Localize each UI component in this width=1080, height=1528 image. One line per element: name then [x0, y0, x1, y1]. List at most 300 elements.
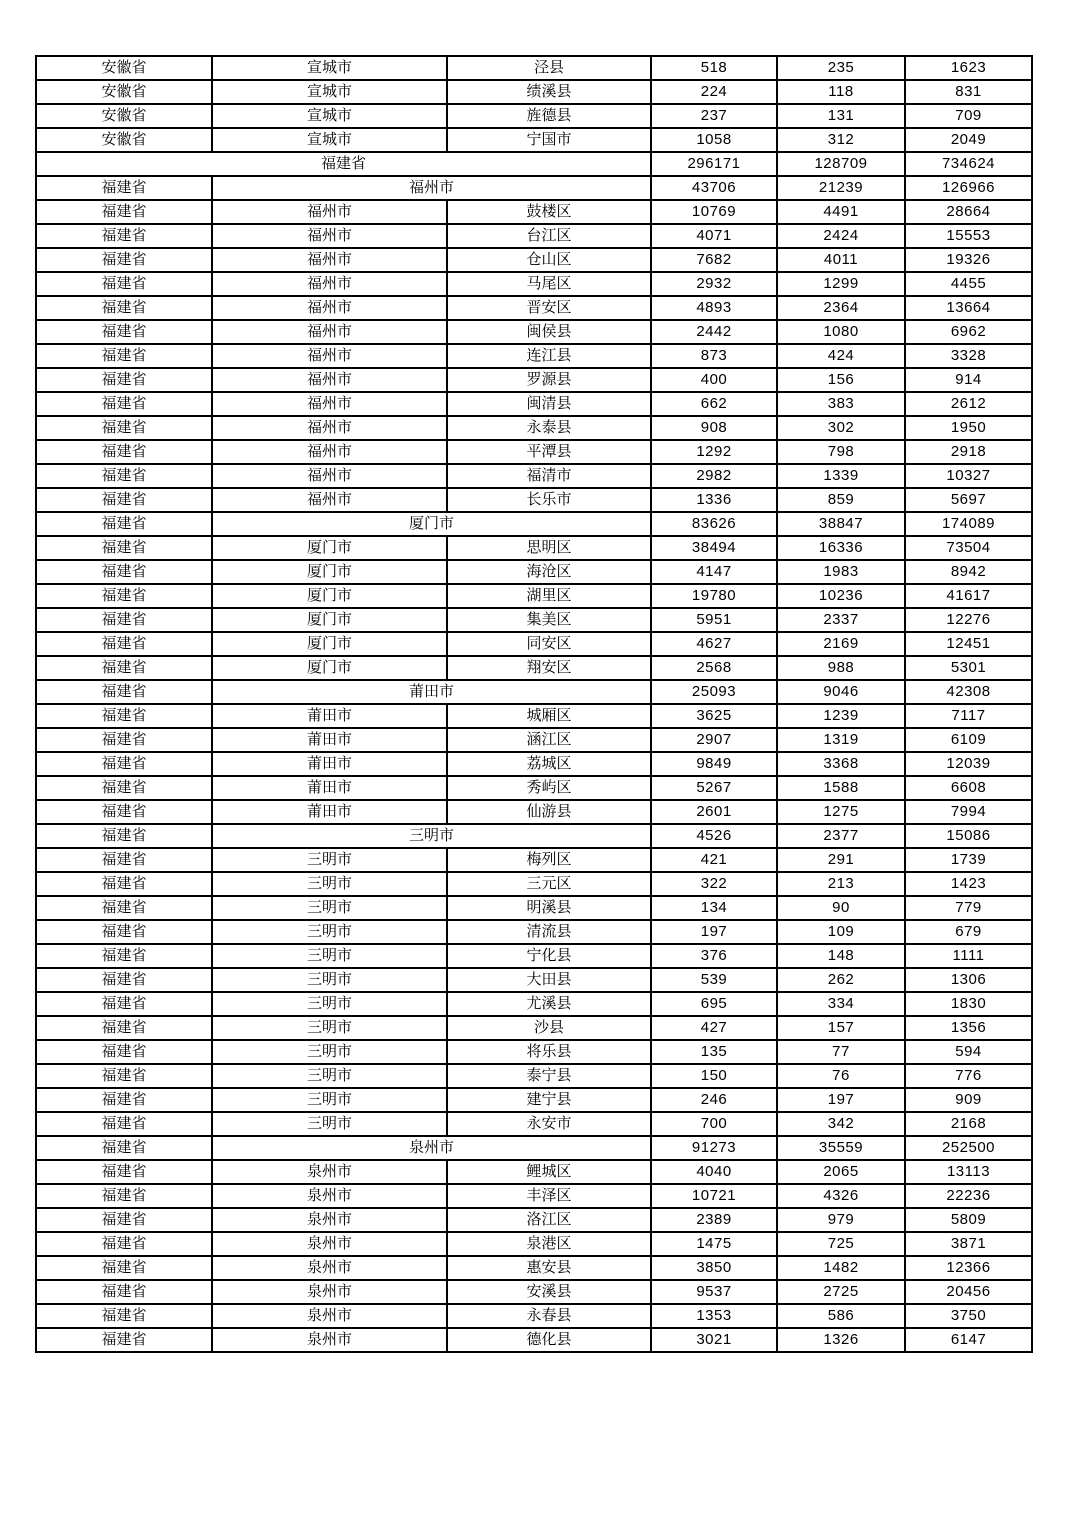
- district-cell: 思明区: [447, 536, 651, 560]
- city-cell: 泉州市: [212, 1232, 447, 1256]
- province-cell: 福建省: [36, 1184, 212, 1208]
- value-cell-3: 1356: [905, 1016, 1032, 1040]
- district-cell: 德化县: [447, 1328, 651, 1352]
- city-cell: 莆田市: [212, 752, 447, 776]
- value-cell-3: 15553: [905, 224, 1032, 248]
- province-cell: 安徽省: [36, 56, 212, 80]
- district-cell: 台江区: [447, 224, 651, 248]
- value-cell-3: 5301: [905, 656, 1032, 680]
- value-cell-2: 35559: [777, 1136, 905, 1160]
- city-cell: 三明市: [212, 896, 447, 920]
- value-cell-3: 734624: [905, 152, 1032, 176]
- city-cell: 三明市: [212, 944, 447, 968]
- province-cell: 福建省: [36, 1112, 212, 1136]
- city-cell: 福州市: [212, 488, 447, 512]
- province-cell: 福建省: [36, 488, 212, 512]
- value-cell-1: 662: [651, 392, 777, 416]
- city-subtotal-label: 三明市: [212, 824, 651, 848]
- district-cell: 福清市: [447, 464, 651, 488]
- value-cell-2: 859: [777, 488, 905, 512]
- city-cell: 宣城市: [212, 104, 447, 128]
- value-cell-1: 224: [651, 80, 777, 104]
- district-cell: 永春县: [447, 1304, 651, 1328]
- table-row: [36, 296, 1032, 320]
- city-subtotal-label: 厦门市: [212, 512, 651, 536]
- value-cell-1: 135: [651, 1040, 777, 1064]
- value-cell-3: 42308: [905, 680, 1032, 704]
- city-cell: 福州市: [212, 464, 447, 488]
- city-cell: 福州市: [212, 344, 447, 368]
- value-cell-2: 16336: [777, 536, 905, 560]
- city-cell: 三明市: [212, 1112, 447, 1136]
- table-row: [36, 944, 1032, 968]
- city-cell: 莆田市: [212, 776, 447, 800]
- table-row: [36, 440, 1032, 464]
- value-cell-3: 2049: [905, 128, 1032, 152]
- value-cell-2: 1080: [777, 320, 905, 344]
- province-cell: 福建省: [36, 1136, 212, 1160]
- province-cell: 福建省: [36, 392, 212, 416]
- table-row: [36, 416, 1032, 440]
- value-cell-2: 131: [777, 104, 905, 128]
- table-row: [36, 56, 1032, 80]
- value-cell-1: 246: [651, 1088, 777, 1112]
- value-cell-1: 150: [651, 1064, 777, 1088]
- value-cell-2: 1339: [777, 464, 905, 488]
- district-cell: 惠安县: [447, 1256, 651, 1280]
- city-cell: 宣城市: [212, 56, 447, 80]
- district-cell: 永泰县: [447, 416, 651, 440]
- data-table: [35, 55, 1033, 1353]
- table-row: [36, 1328, 1032, 1352]
- table-row: [36, 1160, 1032, 1184]
- value-cell-2: 1588: [777, 776, 905, 800]
- province-cell: 福建省: [36, 944, 212, 968]
- province-cell: 福建省: [36, 1304, 212, 1328]
- value-cell-2: 979: [777, 1208, 905, 1232]
- district-cell: 长乐市: [447, 488, 651, 512]
- province-cell: 福建省: [36, 512, 212, 536]
- value-cell-3: 12451: [905, 632, 1032, 656]
- table-row: [36, 992, 1032, 1016]
- table-row: [36, 1136, 1032, 1160]
- province-cell: 福建省: [36, 320, 212, 344]
- value-cell-2: 586: [777, 1304, 905, 1328]
- value-cell-2: 2337: [777, 608, 905, 632]
- value-cell-2: 2364: [777, 296, 905, 320]
- district-cell: 晋安区: [447, 296, 651, 320]
- value-cell-1: 2601: [651, 800, 777, 824]
- value-cell-3: 909: [905, 1088, 1032, 1112]
- province-cell: 福建省: [36, 776, 212, 800]
- value-cell-1: 9849: [651, 752, 777, 776]
- value-cell-1: 1292: [651, 440, 777, 464]
- value-cell-1: 7682: [651, 248, 777, 272]
- table-row: [36, 248, 1032, 272]
- table-row: [36, 392, 1032, 416]
- city-cell: 泉州市: [212, 1256, 447, 1280]
- province-cell: 福建省: [36, 896, 212, 920]
- province-cell: 福建省: [36, 200, 212, 224]
- city-cell: 泉州市: [212, 1208, 447, 1232]
- district-cell: 仙游县: [447, 800, 651, 824]
- value-cell-1: 1353: [651, 1304, 777, 1328]
- province-cell: 福建省: [36, 824, 212, 848]
- value-cell-1: 43706: [651, 176, 777, 200]
- table-row: [36, 1016, 1032, 1040]
- city-cell: 泉州市: [212, 1328, 447, 1352]
- value-cell-2: 156: [777, 368, 905, 392]
- province-cell: 福建省: [36, 872, 212, 896]
- city-cell: 宣城市: [212, 128, 447, 152]
- district-cell: 尤溪县: [447, 992, 651, 1016]
- value-cell-1: 322: [651, 872, 777, 896]
- table-row: [36, 896, 1032, 920]
- city-cell: 福州市: [212, 272, 447, 296]
- city-cell: 三明市: [212, 1064, 447, 1088]
- value-cell-2: 1983: [777, 560, 905, 584]
- table-row: [36, 1088, 1032, 1112]
- city-cell: 三明市: [212, 968, 447, 992]
- province-cell: 福建省: [36, 1328, 212, 1352]
- city-cell: 泉州市: [212, 1280, 447, 1304]
- province-cell: 福建省: [36, 344, 212, 368]
- value-cell-1: 3850: [651, 1256, 777, 1280]
- city-cell: 泉州市: [212, 1184, 447, 1208]
- province-cell: 福建省: [36, 1208, 212, 1232]
- province-cell: 福建省: [36, 656, 212, 680]
- district-cell: 平潭县: [447, 440, 651, 464]
- table-row: [36, 752, 1032, 776]
- value-cell-3: 779: [905, 896, 1032, 920]
- city-cell: 福州市: [212, 320, 447, 344]
- table-row: [36, 464, 1032, 488]
- province-cell: 福建省: [36, 1256, 212, 1280]
- district-cell: 鼓楼区: [447, 200, 651, 224]
- city-cell: 福州市: [212, 416, 447, 440]
- value-cell-2: 1239: [777, 704, 905, 728]
- value-cell-3: 3750: [905, 1304, 1032, 1328]
- city-cell: 福州市: [212, 368, 447, 392]
- value-cell-2: 988: [777, 656, 905, 680]
- value-cell-1: 134: [651, 896, 777, 920]
- district-cell: 明溪县: [447, 896, 651, 920]
- value-cell-3: 10327: [905, 464, 1032, 488]
- value-cell-1: 197: [651, 920, 777, 944]
- district-cell: 丰泽区: [447, 1184, 651, 1208]
- province-cell: 福建省: [36, 680, 212, 704]
- city-subtotal-label: 泉州市: [212, 1136, 651, 1160]
- district-cell: 秀屿区: [447, 776, 651, 800]
- table-row: [36, 1040, 1032, 1064]
- value-cell-2: 1299: [777, 272, 905, 296]
- table-row: [36, 560, 1032, 584]
- district-cell: 翔安区: [447, 656, 651, 680]
- value-cell-2: 157: [777, 1016, 905, 1040]
- city-cell: 厦门市: [212, 608, 447, 632]
- value-cell-2: 1319: [777, 728, 905, 752]
- value-cell-2: 302: [777, 416, 905, 440]
- value-cell-1: 2907: [651, 728, 777, 752]
- table-row: [36, 704, 1032, 728]
- district-cell: 涵江区: [447, 728, 651, 752]
- city-cell: 厦门市: [212, 584, 447, 608]
- province-cell: 福建省: [36, 1280, 212, 1304]
- city-cell: 三明市: [212, 848, 447, 872]
- value-cell-1: 10721: [651, 1184, 777, 1208]
- city-cell: 厦门市: [212, 656, 447, 680]
- province-cell: 福建省: [36, 920, 212, 944]
- value-cell-3: 6962: [905, 320, 1032, 344]
- value-cell-3: 13664: [905, 296, 1032, 320]
- value-cell-2: 213: [777, 872, 905, 896]
- value-cell-1: 25093: [651, 680, 777, 704]
- value-cell-2: 1482: [777, 1256, 905, 1280]
- value-cell-3: 1306: [905, 968, 1032, 992]
- district-cell: 闽侯县: [447, 320, 651, 344]
- district-cell: 同安区: [447, 632, 651, 656]
- district-cell: 将乐县: [447, 1040, 651, 1064]
- city-cell: 莆田市: [212, 704, 447, 728]
- value-cell-1: 83626: [651, 512, 777, 536]
- district-cell: 仓山区: [447, 248, 651, 272]
- table-row: [36, 920, 1032, 944]
- province-cell: 福建省: [36, 752, 212, 776]
- value-cell-1: 3625: [651, 704, 777, 728]
- value-cell-3: 1739: [905, 848, 1032, 872]
- city-cell: 宣城市: [212, 80, 447, 104]
- district-cell: 泉港区: [447, 1232, 651, 1256]
- value-cell-3: 5809: [905, 1208, 1032, 1232]
- value-cell-3: 6109: [905, 728, 1032, 752]
- province-cell: 福建省: [36, 584, 212, 608]
- city-cell: 泉州市: [212, 1304, 447, 1328]
- value-cell-3: 914: [905, 368, 1032, 392]
- district-cell: 建宁县: [447, 1088, 651, 1112]
- table-row: [36, 224, 1032, 248]
- city-cell: 三明市: [212, 1016, 447, 1040]
- value-cell-1: 427: [651, 1016, 777, 1040]
- value-cell-2: 1275: [777, 800, 905, 824]
- value-cell-3: 7994: [905, 800, 1032, 824]
- table-row: [36, 872, 1032, 896]
- district-cell: 连江县: [447, 344, 651, 368]
- table-row: [36, 1304, 1032, 1328]
- value-cell-1: 19780: [651, 584, 777, 608]
- value-cell-3: 1830: [905, 992, 1032, 1016]
- value-cell-2: 291: [777, 848, 905, 872]
- value-cell-1: 4627: [651, 632, 777, 656]
- province-cell: 福建省: [36, 848, 212, 872]
- province-cell: 福建省: [36, 1160, 212, 1184]
- value-cell-1: 2932: [651, 272, 777, 296]
- value-cell-2: 128709: [777, 152, 905, 176]
- city-cell: 厦门市: [212, 560, 447, 584]
- value-cell-2: 21239: [777, 176, 905, 200]
- value-cell-2: 342: [777, 1112, 905, 1136]
- value-cell-2: 2377: [777, 824, 905, 848]
- value-cell-3: 831: [905, 80, 1032, 104]
- province-cell: 福建省: [36, 704, 212, 728]
- table-row: [36, 824, 1032, 848]
- table-row: [36, 200, 1032, 224]
- value-cell-1: 400: [651, 368, 777, 392]
- district-cell: 清流县: [447, 920, 651, 944]
- district-cell: 荔城区: [447, 752, 651, 776]
- province-cell: 福建省: [36, 296, 212, 320]
- value-cell-2: 235: [777, 56, 905, 80]
- value-cell-3: 28664: [905, 200, 1032, 224]
- value-cell-2: 725: [777, 1232, 905, 1256]
- province-cell: 福建省: [36, 536, 212, 560]
- district-cell: 城厢区: [447, 704, 651, 728]
- value-cell-3: 19326: [905, 248, 1032, 272]
- province-cell: 福建省: [36, 368, 212, 392]
- district-cell: 鲤城区: [447, 1160, 651, 1184]
- district-cell: 泰宁县: [447, 1064, 651, 1088]
- table-row: [36, 1280, 1032, 1304]
- value-cell-1: 38494: [651, 536, 777, 560]
- table-row: [36, 80, 1032, 104]
- table-row: [36, 656, 1032, 680]
- value-cell-3: 1423: [905, 872, 1032, 896]
- table-row: [36, 536, 1032, 560]
- value-cell-3: 20456: [905, 1280, 1032, 1304]
- value-cell-3: 776: [905, 1064, 1032, 1088]
- province-cell: 福建省: [36, 1064, 212, 1088]
- value-cell-2: 424: [777, 344, 905, 368]
- value-cell-2: 10236: [777, 584, 905, 608]
- value-cell-1: 421: [651, 848, 777, 872]
- value-cell-1: 908: [651, 416, 777, 440]
- district-cell: 洛江区: [447, 1208, 651, 1232]
- province-cell: 福建省: [36, 968, 212, 992]
- value-cell-1: 695: [651, 992, 777, 1016]
- province-cell: 安徽省: [36, 80, 212, 104]
- district-cell: 沙县: [447, 1016, 651, 1040]
- value-cell-1: 376: [651, 944, 777, 968]
- province-cell: 福建省: [36, 1232, 212, 1256]
- value-cell-2: 38847: [777, 512, 905, 536]
- value-cell-3: 252500: [905, 1136, 1032, 1160]
- city-cell: 莆田市: [212, 800, 447, 824]
- table-row: [36, 104, 1032, 128]
- table-row: [36, 368, 1032, 392]
- value-cell-1: 9537: [651, 1280, 777, 1304]
- district-cell: 马尾区: [447, 272, 651, 296]
- province-cell: 福建省: [36, 1040, 212, 1064]
- district-cell: 泾县: [447, 56, 651, 80]
- city-cell: 三明市: [212, 920, 447, 944]
- value-cell-3: 12039: [905, 752, 1032, 776]
- city-cell: 厦门市: [212, 632, 447, 656]
- value-cell-1: 10769: [651, 200, 777, 224]
- table-row: [36, 320, 1032, 344]
- value-cell-3: 1111: [905, 944, 1032, 968]
- district-cell: 安溪县: [447, 1280, 651, 1304]
- value-cell-1: 5267: [651, 776, 777, 800]
- value-cell-3: 679: [905, 920, 1032, 944]
- value-cell-2: 118: [777, 80, 905, 104]
- value-cell-1: 1058: [651, 128, 777, 152]
- district-cell: 旌德县: [447, 104, 651, 128]
- value-cell-2: 798: [777, 440, 905, 464]
- value-cell-2: 1326: [777, 1328, 905, 1352]
- district-cell: 闽清县: [447, 392, 651, 416]
- value-cell-3: 15086: [905, 824, 1032, 848]
- province-cell: 福建省: [36, 608, 212, 632]
- province-cell: 福建省: [36, 176, 212, 200]
- value-cell-2: 312: [777, 128, 905, 152]
- district-cell: 罗源县: [447, 368, 651, 392]
- city-cell: 三明市: [212, 1040, 447, 1064]
- value-cell-2: 2424: [777, 224, 905, 248]
- value-cell-1: 91273: [651, 1136, 777, 1160]
- value-cell-3: 126966: [905, 176, 1032, 200]
- table-row: [36, 344, 1032, 368]
- value-cell-3: 174089: [905, 512, 1032, 536]
- city-subtotal-label: 福州市: [212, 176, 651, 200]
- table-row: [36, 128, 1032, 152]
- value-cell-1: 2442: [651, 320, 777, 344]
- value-cell-3: 4455: [905, 272, 1032, 296]
- value-cell-1: 4071: [651, 224, 777, 248]
- city-subtotal-label: 莆田市: [212, 680, 651, 704]
- value-cell-3: 13113: [905, 1160, 1032, 1184]
- value-cell-1: 518: [651, 56, 777, 80]
- table-body: [36, 56, 1032, 1352]
- value-cell-2: 2725: [777, 1280, 905, 1304]
- table-row: [36, 272, 1032, 296]
- province-cell: 福建省: [36, 1088, 212, 1112]
- table-row: [36, 512, 1032, 536]
- value-cell-2: 77: [777, 1040, 905, 1064]
- value-cell-3: 3328: [905, 344, 1032, 368]
- table-row: [36, 1184, 1032, 1208]
- province-cell: 福建省: [36, 272, 212, 296]
- value-cell-3: 73504: [905, 536, 1032, 560]
- value-cell-3: 3871: [905, 1232, 1032, 1256]
- value-cell-3: 2612: [905, 392, 1032, 416]
- value-cell-1: 4526: [651, 824, 777, 848]
- table-row: [36, 968, 1032, 992]
- district-cell: 永安市: [447, 1112, 651, 1136]
- value-cell-1: 2982: [651, 464, 777, 488]
- value-cell-2: 2169: [777, 632, 905, 656]
- value-cell-3: 12366: [905, 1256, 1032, 1280]
- district-cell: 海沧区: [447, 560, 651, 584]
- table-row: [36, 1112, 1032, 1136]
- value-cell-1: 4893: [651, 296, 777, 320]
- value-cell-3: 8942: [905, 560, 1032, 584]
- value-cell-3: 2168: [905, 1112, 1032, 1136]
- value-cell-1: 700: [651, 1112, 777, 1136]
- district-cell: 宁化县: [447, 944, 651, 968]
- value-cell-1: 539: [651, 968, 777, 992]
- value-cell-2: 334: [777, 992, 905, 1016]
- value-cell-3: 709: [905, 104, 1032, 128]
- value-cell-1: 237: [651, 104, 777, 128]
- value-cell-2: 109: [777, 920, 905, 944]
- table-row: [36, 488, 1032, 512]
- district-cell: 湖里区: [447, 584, 651, 608]
- province-cell: 福建省: [36, 416, 212, 440]
- value-cell-1: 873: [651, 344, 777, 368]
- value-cell-1: 2389: [651, 1208, 777, 1232]
- table-row: [36, 1208, 1032, 1232]
- value-cell-1: 1336: [651, 488, 777, 512]
- province-cell: 福建省: [36, 800, 212, 824]
